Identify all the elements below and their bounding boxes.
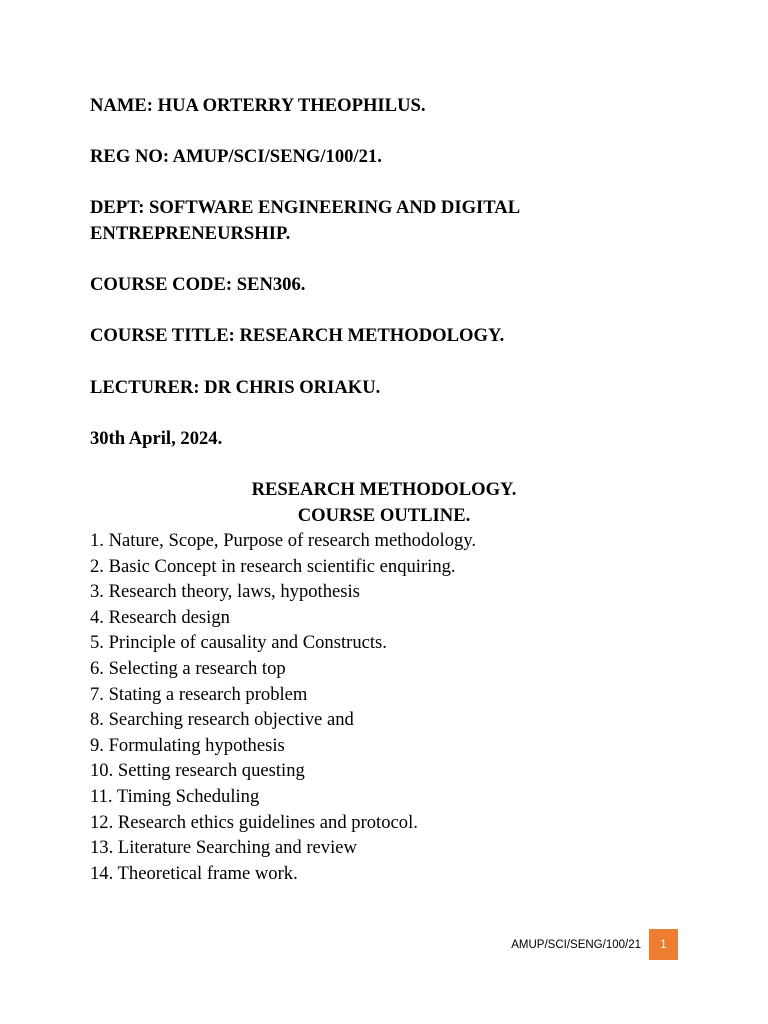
outline-item: 10. Setting research questing — [90, 760, 305, 782]
footer-reg-number: AMUP/SCI/SENG/100/21 — [511, 938, 641, 951]
outline-title: RESEARCH METHODOLOGY. — [251, 478, 517, 500]
outline-item: 5. Principle of causality and Constructs. — [90, 632, 387, 654]
outline-item: 14. Theoretical frame work. — [90, 862, 298, 884]
department-line-1: DEPT: SOFTWARE ENGINEERING AND DIGITAL — [90, 197, 521, 219]
outline-subtitle: COURSE OUTLINE. — [297, 504, 471, 526]
course-code: COURSE CODE: SEN306. — [90, 274, 306, 296]
outline-item: 1. Nature, Scope, Purpose of research methodology. — [90, 530, 477, 552]
course-title: COURSE TITLE: RESEARCH METHODOLOGY. — [90, 325, 505, 347]
lecturer: LECTURER: DR CHRIS ORIAKU. — [90, 376, 381, 398]
outline-item: 6. Selecting a research top — [90, 658, 286, 680]
outline-item: 7. Stating a research problem — [90, 683, 308, 705]
page-footer — [511, 929, 678, 960]
outline-item: 11. Timing Scheduling — [90, 786, 260, 808]
outline-item: 3. Research theory, laws, hypothesis — [90, 581, 360, 603]
student-name: NAME: HUA ORTERRY THEOPHILUS. — [90, 95, 426, 116]
outline-item: 13. Literature Searching and review — [90, 837, 357, 859]
outline-item: 8. Searching research objective and — [90, 709, 354, 731]
submission-date: 30th April, 2024. — [90, 427, 223, 449]
outline-item: 12. Research ethics guidelines and protocol. — [90, 811, 418, 833]
outline-item: 4. Research design — [90, 606, 230, 628]
page-content — [90, 93, 690, 886]
department — [90, 195, 690, 246]
page-number-badge: 1 — [649, 929, 678, 960]
course-outline-list — [90, 528, 690, 886]
registration-number: REG NO: AMUP/SCI/SENG/100/21. — [90, 146, 382, 168]
department-line-2: ENTREPRENEURSHIP. — [90, 222, 291, 244]
outline-item: 2. Basic Concept in research scientific enquiring. — [90, 555, 456, 577]
outline-item: 9. Formulating hypothesis — [90, 734, 285, 756]
